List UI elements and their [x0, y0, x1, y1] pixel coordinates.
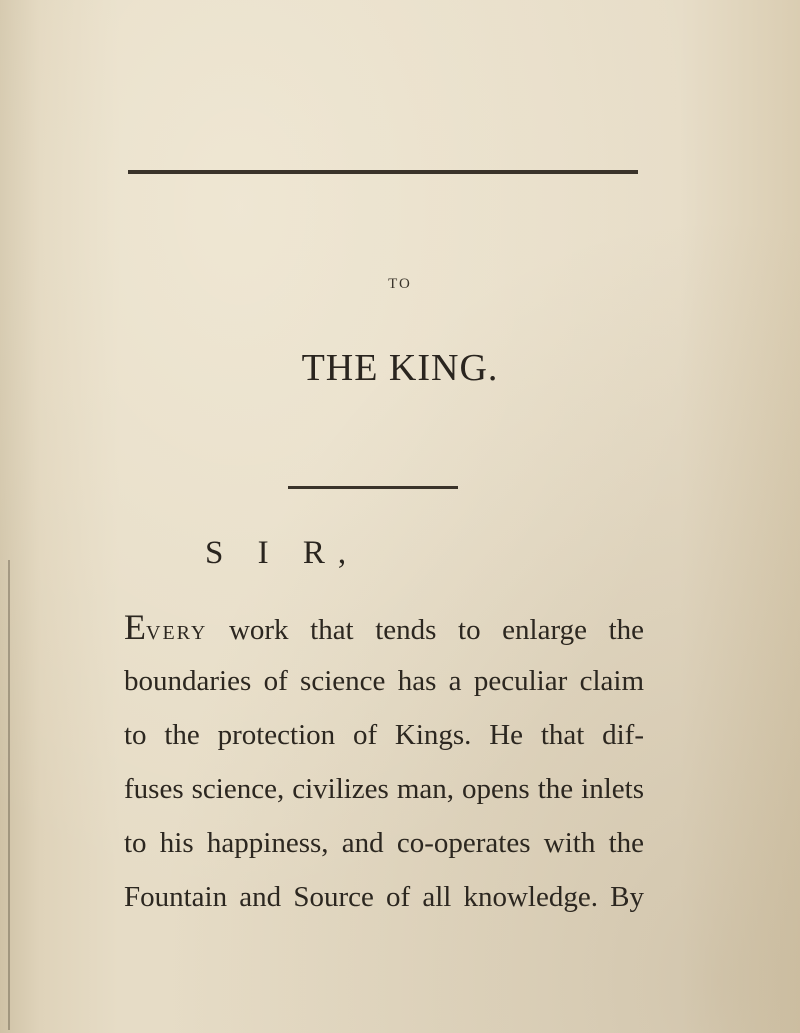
dedication-to: TO	[388, 276, 412, 292]
body-line-1-text: work that tends to enlarge the	[207, 614, 644, 646]
page-edge-shadow	[8, 560, 10, 1030]
body-line-6: Fountain and Source of all knowledge. By	[124, 881, 644, 913]
dedication-addressee: THE KING.	[301, 347, 499, 389]
initial-letter: E	[124, 607, 146, 647]
body-line-2: boundaries of science has a peculiar claim	[124, 665, 644, 697]
body-line-3: to the protection of Kings. He that dif-	[124, 719, 644, 751]
opening-smallcaps: VERY	[146, 622, 208, 644]
body-line-5: to his happiness, and co-operates with the	[124, 827, 644, 859]
body-line-4: fuses science, civilizes man, opens the inlets	[124, 773, 644, 805]
top-rule	[128, 170, 638, 174]
body-paragraph	[124, 600, 644, 924]
body-line-1	[124, 600, 644, 654]
middle-rule	[288, 486, 458, 489]
salutation: S I R,	[205, 535, 360, 571]
